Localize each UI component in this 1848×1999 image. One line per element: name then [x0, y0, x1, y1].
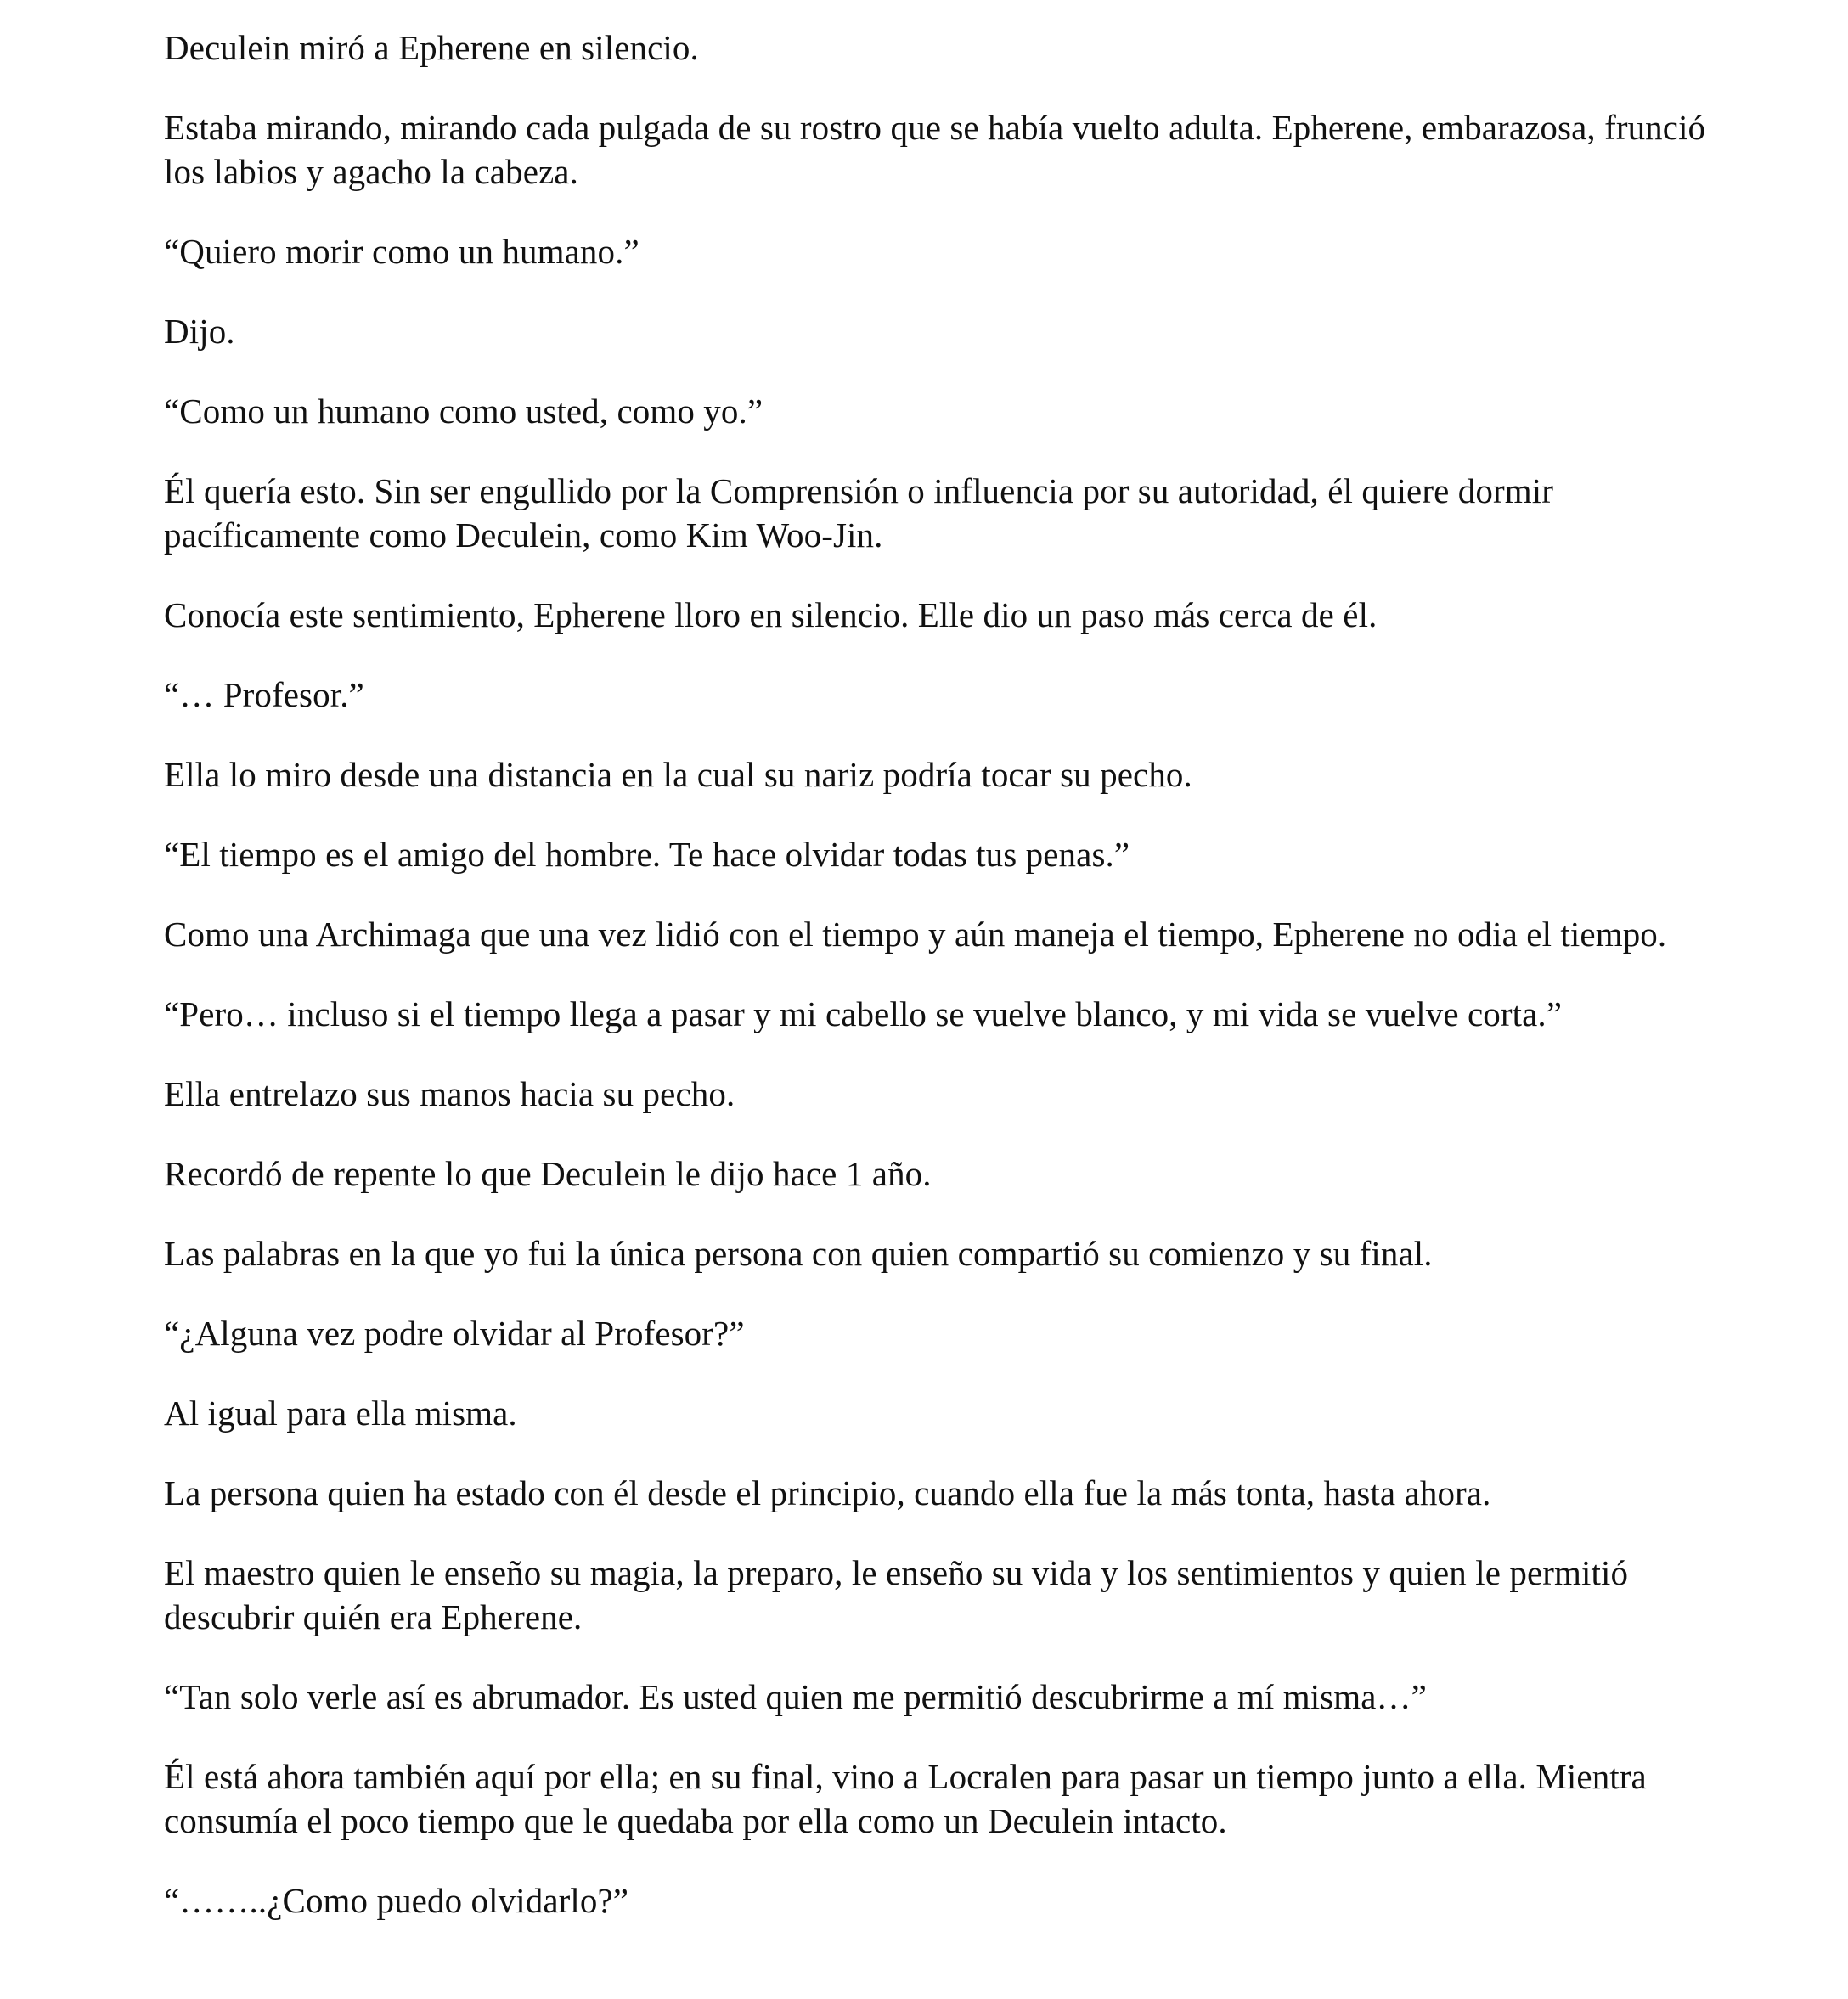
paragraph: El maestro quien le enseño su magia, la preparo, le enseño su vida y los sentimientos y quien le permitió descubrir quién era Epherene.	[164, 1553, 1629, 1636]
paragraph: Dijo.	[164, 312, 235, 351]
paragraph: Deculein miró a Epherene en silencio.	[164, 28, 699, 67]
paragraph: Ella lo miro desde una distancia en la cual su nariz podría tocar su pecho.	[164, 755, 1192, 794]
paragraph: Él está ahora también aquí por ella; en su final, vino a Locralen para pasar un tiempo junto a ella. Mientra consumía el poco tiempo que le quedaba por ella como un Deculein intacto.	[164, 1757, 1647, 1840]
paragraph: Ella entrelazo sus manos hacia su pecho.	[164, 1074, 735, 1113]
paragraph: “¿Alguna vez podre olvidar al Profesor?”	[164, 1314, 745, 1353]
paragraph: Recordó de repente lo que Deculein le dijo hace 1 año.	[164, 1154, 932, 1193]
paragraph: Las palabras en la que yo fui la única persona con quien compartió su comienzo y su final.	[164, 1234, 1433, 1273]
paragraph: “……..¿Como puedo olvidarlo?”	[164, 1881, 629, 1920]
paragraph: La persona quien ha estado con él desde el principio, cuando ella fue la más tonta, hasta ahora.	[164, 1473, 1491, 1512]
paragraph: Conocía este sentimiento, Epherene lloro en silencio. Elle dio un paso más cerca de él.	[164, 595, 1378, 634]
paragraph: Como una Archimaga que una vez lidió con el tiempo y aún maneja el tiempo, Epherene no odia el tiempo.	[164, 915, 1667, 954]
paragraph: Él quería esto. Sin ser engullido por la Comprensión o influencia por su autoridad, él quiere dormir pacíficamente como Deculein, como Kim Woo-Jin.	[164, 471, 1553, 555]
paragraph: “El tiempo es el amigo del hombre. Te hace olvidar todas tus penas.”	[164, 835, 1130, 874]
paragraph: “Tan solo verle así es abrumador. Es usted quien me permitió descubrirme a mí misma…”	[164, 1677, 1427, 1716]
document-body	[164, 25, 1710, 1958]
paragraph: Estaba mirando, mirando cada pulgada de su rostro que se había vuelto adulta. Epherene, embarazosa, frunció los labios y agacho la cabeza.	[164, 108, 1706, 191]
paragraph: “Pero… incluso si el tiempo llega a pasar y mi cabello se vuelve blanco, y mi vida se vuelve corta.”	[164, 994, 1563, 1033]
paragraph: “… Profesor.”	[164, 675, 364, 714]
paragraph: Al igual para ella misma.	[164, 1394, 517, 1433]
paragraph: “Quiero morir como un humano.”	[164, 232, 639, 271]
paragraph: “Como un humano como usted, como yo.”	[164, 391, 763, 431]
